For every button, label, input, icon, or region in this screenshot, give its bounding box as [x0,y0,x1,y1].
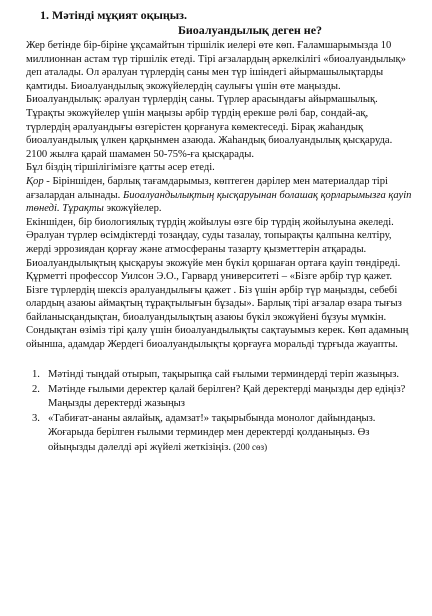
article-body [26,39,414,352]
paragraph-3-start: Қор [26,175,44,187]
paragraph-3-end: экожүйелер. [103,203,162,215]
question-item [26,383,414,411]
word-count-note: (200 сөз) [231,441,268,452]
paragraph-5: Құрметті профессор Уилсон Э.О., Гарвард университеті – «Бізге әрбір түр қажет. Бізге түрлердің шексіз әралуандылығы қажет . Біз үшін әрбір түр маңызды, себебі олардың азаюы аймақтың тұрақтылығын бұзады». Барлық тірі ағзалар өзара тығыз байланысқандықтан, биоалуандылықтың азаюы бүкіл экожүйені бұзуы мүмкін. Сондықтан өзіміз тірі қалу үшін биоалуандылықты сақтауымыз керек. Көп адамның ойынша, адамдар Жердегі биоалуандылықты қорғауға моральді тұрғыда жауапты. [26,271,409,351]
paragraph-3-mid: - Біріншіден, барлық тағамдарымыз, көптеген дәрілер мен материалдар тірі ағзалардан алынады. [26,175,388,201]
paragraph-1: Жер бетінде бір-біріне ұқсамайтын тіршілік иелері өте көп. Ғаламшарымызда 10 миллионнан астам түр тіршілік етеді. Тірі ағзалардың әркелкілігі «биоалуандылық» деп аталады. Ол әралуан түрлердің саны мен түр ішіндегі айырмашылықтарды қамтиды. Биоалуандылық экожүйелердің саулығы үшін өте маңызды. Биоалуандылық: әралуан түрлердің саны. Түрлер арасындағы айырмашылық. Тұрақты экожүйелер үшін маңызы әрбір түрдің ерекше рөлі бар, сондай-ақ, түрлердің әралуандығы өзгерістен қорғануға көмектеседі. Бірақ жаһандық биоалуандылық үлкен қарқынмен азаюда. Жаһандық биоалуандылық қысқаруда. 2100 жылға қарай шамамен 50-75%-ға қысқарады. [26,40,406,160]
question-text: Мәтінде ғылыми деректер қалай берілген? Қай деректерді маңызды дер едіңіз? Маңызды деректерді жазыңыз [48,383,406,409]
paragraph-3-italic: Биоалуандылықтың қысқаруынан болашақ қорларымызға қауіп төнеді. Тұрақты [26,189,412,215]
question-item [26,368,414,382]
question-text: Мәтінді тыңдай отырып, тақырыпқа сай ғылыми терминдерді теріп жазыңыз. [48,368,400,380]
question-number: 2. [32,383,40,395]
text-title: Биоалуандылық деген не? [177,23,323,37]
paragraph-3 [26,175,414,216]
paragraph-2: Бұл біздің тіршілігімізге қатты әсер етеді. [26,162,215,174]
question-text: «Табиғат-ананы аялайық, адамзат!» тақырыбында монолог дайындаңыз. Жоғарыда берілген ғылыми терминдер мен деректерді қолданыңыз. Өз ойыңызды дәлелді әрі жүйелі жеткізіңіз. [48,412,376,453]
question-number: 3. [32,412,40,424]
question-list [26,368,414,455]
question-number: 1. [32,368,40,380]
task-heading: 1. Мәтінді мұқият оқыңыз. [40,8,187,22]
question-item [26,412,414,455]
paragraph-4: Екіншіден, бір биологиялық түрдің жойылуы өзге бір түрдің жойылуына әкеледі. Әралуан түрлер өсімдіктерді тозаңдау, суды тазалау, топырақты қалпына келтіру, жерді эррозиядан қорғау және атмосфераны тазарту қызметтерін атқарады. Биоалуандылықтың қысқаруы экожүйе мен бүкіл қоршаған ортаға қауіп төндіреді. [26,216,401,269]
